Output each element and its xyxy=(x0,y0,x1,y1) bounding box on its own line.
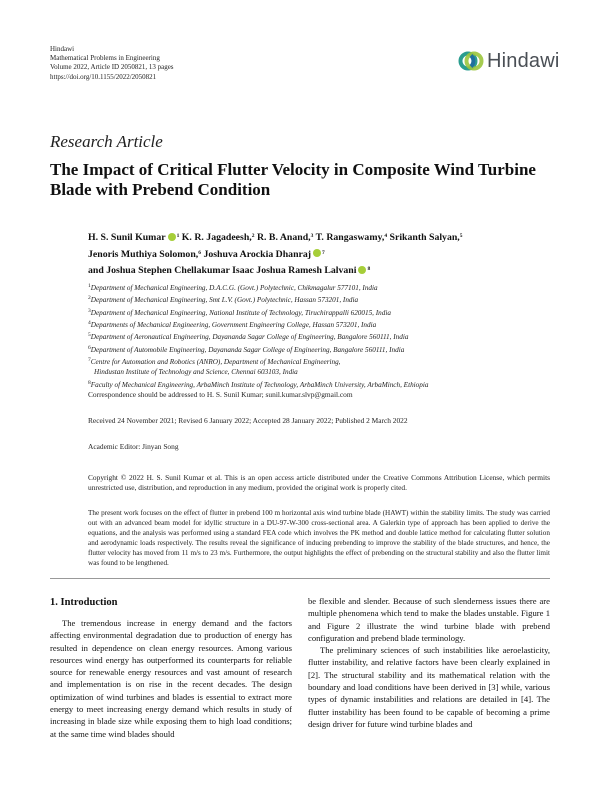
publication-dates: Received 24 November 2021; Revised 6 January 2022; Accepted 28 January 2022; Published 2 March 2022 xyxy=(88,416,408,425)
affiliation-text: Faculty of Mechanical Engineering, ArbaMinch Institute of Technology, ArbaMinch University, ArbaMinch, Ethiopia xyxy=(90,380,429,389)
author-list xyxy=(88,229,568,279)
affiliation-text: Department of Mechanical Engineering, National Institute of Technology, Tiruchirappalli 620015, India xyxy=(90,308,391,317)
orcid-icon[interactable] xyxy=(358,266,366,274)
author-name[interactable]: T. Rangaswamy, xyxy=(315,232,385,243)
correspondence: Correspondence should be addressed to H. S. Sunil Kumar; sunil.kumar.slvp@gmail.com xyxy=(88,390,353,399)
author-name[interactable]: K. R. Jagadeesh, xyxy=(181,232,252,243)
body-paragraph: The preliminary sciences of such instabilities like aeroelasticity, flutter instability, and relative factors have been clearly explained in [2]. The structural stability and its mathematical relation with the boundary and load conditions have been derived in [3] while, various types of dynamic instabilities and relations are detailed in [4]. The flutter instability has been found to be capable of becoming a prime design driver for future wind turbine blades and xyxy=(308,645,550,729)
affiliation-item xyxy=(88,367,568,377)
body-column-left xyxy=(50,617,292,740)
affiliation-item xyxy=(88,343,568,355)
affiliation-item xyxy=(88,355,568,367)
journal-meta xyxy=(50,45,174,82)
section-heading: 1. Introduction xyxy=(50,597,118,608)
author-name[interactable]: Jenoris Muthiya Solomon, xyxy=(88,248,199,260)
author-affil-sup: 5 xyxy=(459,233,463,239)
author-line-2 xyxy=(88,246,568,263)
author-affil-sup: 3 xyxy=(310,233,314,239)
author-name[interactable]: Joshuva Arockia Dhanraj xyxy=(203,248,312,260)
author-affil-sup: 8 xyxy=(367,266,371,272)
author-affil-sup: 2 xyxy=(251,233,255,239)
paper-title: The Impact of Critical Flutter Velocity in Composite Wind Turbine Blade with Prebend Condition xyxy=(50,160,536,199)
orcid-icon[interactable] xyxy=(168,233,176,241)
affiliation-item xyxy=(88,378,568,390)
affiliation-sup: 6 xyxy=(88,344,91,351)
article-type: Research Article xyxy=(50,132,163,151)
affiliation-item xyxy=(88,281,568,293)
affiliation-sup: 2 xyxy=(88,295,91,302)
copyright-notice: Copyright © 2022 H. S. Sunil Kumar et al. This is an open access article distributed under the Creative Commons Attribution License, which permits unrestricted use, distribution, and reproduction in any medium, provided the original work is properly cited. xyxy=(88,473,550,493)
affiliation-sup: 8 xyxy=(88,379,91,386)
abstract: The present work focuses on the effect of flutter in prebend 100 m horizontal axis wind turbine blade (HAWT) within the stability limits. The study was carried out with an advanced beam model for idyllic structure in a DU-97-W-300 cross-sectional area. A Galerkin type of approach has been applied to derive the equations, and the analysis was performed using a standard FEA code which involves the PK method and double lattice method for calculating flutter solution and aerodynamic loads respectively. The results reveal the significance of inducing prebending to improve the stability of the blade structures, and hence, the flutter velocity has moved from 11 m/s to 23 m/s. Furthermore, the output highlights the effect of prebending on the structural stability and also the flutter limit was found to be lengthened. xyxy=(88,509,550,568)
author-line-3 xyxy=(88,262,568,279)
author-name[interactable]: Srikanth Salyan, xyxy=(389,232,460,243)
logo-text: Hindawi xyxy=(487,49,560,72)
affiliation-item xyxy=(88,293,568,305)
publisher-name: Hindawi xyxy=(50,45,75,53)
body-column-right xyxy=(308,595,550,730)
volume-line: Volume 2022, Article ID 2050821, 13 pages xyxy=(50,63,174,72)
author-name[interactable]: R. B. Anand, xyxy=(256,232,311,243)
journal-name: Mathematical Problems in Engineering xyxy=(50,54,160,63)
affiliation-sup: 1 xyxy=(88,283,91,289)
affiliation-text: Department of Mechanical Engineering, D.A.C.G. (Govt.) Polytechnic, Chikmagalur 577101, India xyxy=(90,284,378,292)
affiliation-text: Departments of Mechanical Engineering, Government Engineering College, Hassan 573201, India xyxy=(90,321,377,330)
section-divider xyxy=(50,578,550,579)
affiliation-item xyxy=(88,330,568,342)
hindawi-logo xyxy=(458,48,560,74)
author-line-1 xyxy=(88,229,568,246)
orcid-icon[interactable] xyxy=(313,249,321,257)
affiliation-sup: 4 xyxy=(88,320,91,327)
doi-link[interactable]: https://doi.org/10.1155/2022/2050821 xyxy=(50,72,157,81)
author-affil-sup: 6 xyxy=(198,249,201,256)
author-name[interactable]: H. S. Sunil Kumar xyxy=(88,232,166,243)
affiliation-item xyxy=(88,318,568,330)
affiliation-text: Department of Aeronautical Engineering, Dayananda Sagar College of Engineering, Bangalore 560111, India xyxy=(90,333,409,342)
affiliation-list xyxy=(88,281,568,390)
author-name[interactable]: and Joshua Stephen Chellakumar Isaac Joshua Ramesh Lalvani xyxy=(88,265,357,276)
academic-editor: Academic Editor: Jinyan Song xyxy=(88,442,179,451)
affiliation-text: Department of Mechanical Engineering, Smt L.V. (Govt.) Polytechnic, Hassan 573201, India xyxy=(90,296,359,305)
affiliation-text: Department of Automobile Engineering, Dayananda Sagar College of Engineering, Bangalore 560111, India xyxy=(90,345,405,354)
affiliation-text: Centre for Automation and Robotics (ANRO), Department of Mechanical Engineering, xyxy=(90,358,341,367)
affiliation-sup: 7 xyxy=(88,357,91,364)
author-affil-sup: 1 xyxy=(176,233,180,239)
author-affil-sup: 4 xyxy=(384,233,388,239)
body-paragraph: be flexible and slender. Because of such slenderness issues there are multiple phenomena which tend to make the blades unstable. Figure 1 and Figure 2 illustrate the wind turbine blade with prebend configuration and prebend blade terminology. xyxy=(308,596,550,643)
affiliation-sup: 3 xyxy=(88,307,91,314)
hindawi-logo-icon xyxy=(458,48,484,74)
affiliation-text: Hindustan Institute of Technology and Science, Chennai 603103, India xyxy=(94,368,298,377)
affiliation-item xyxy=(88,306,568,318)
affiliation-sup: 5 xyxy=(88,332,91,339)
author-affil-sup: 7 xyxy=(322,249,325,256)
body-paragraph: The tremendous increase in energy demand and the factors affecting environmental degradation due to production of energy has resulted in dependence on clean energy resources. Among various resources wind energy has outperformed its counterparts for reliable source for renewable energy resources and vast amount of research and implementation is on rise in the recent decades. The design optimization of wind turbines and blades is essential to extract more energy to meet increasing energy demand which results in study of increasing in blade size while exposing them to high load conditions; at the same time wind blades should xyxy=(50,618,292,739)
